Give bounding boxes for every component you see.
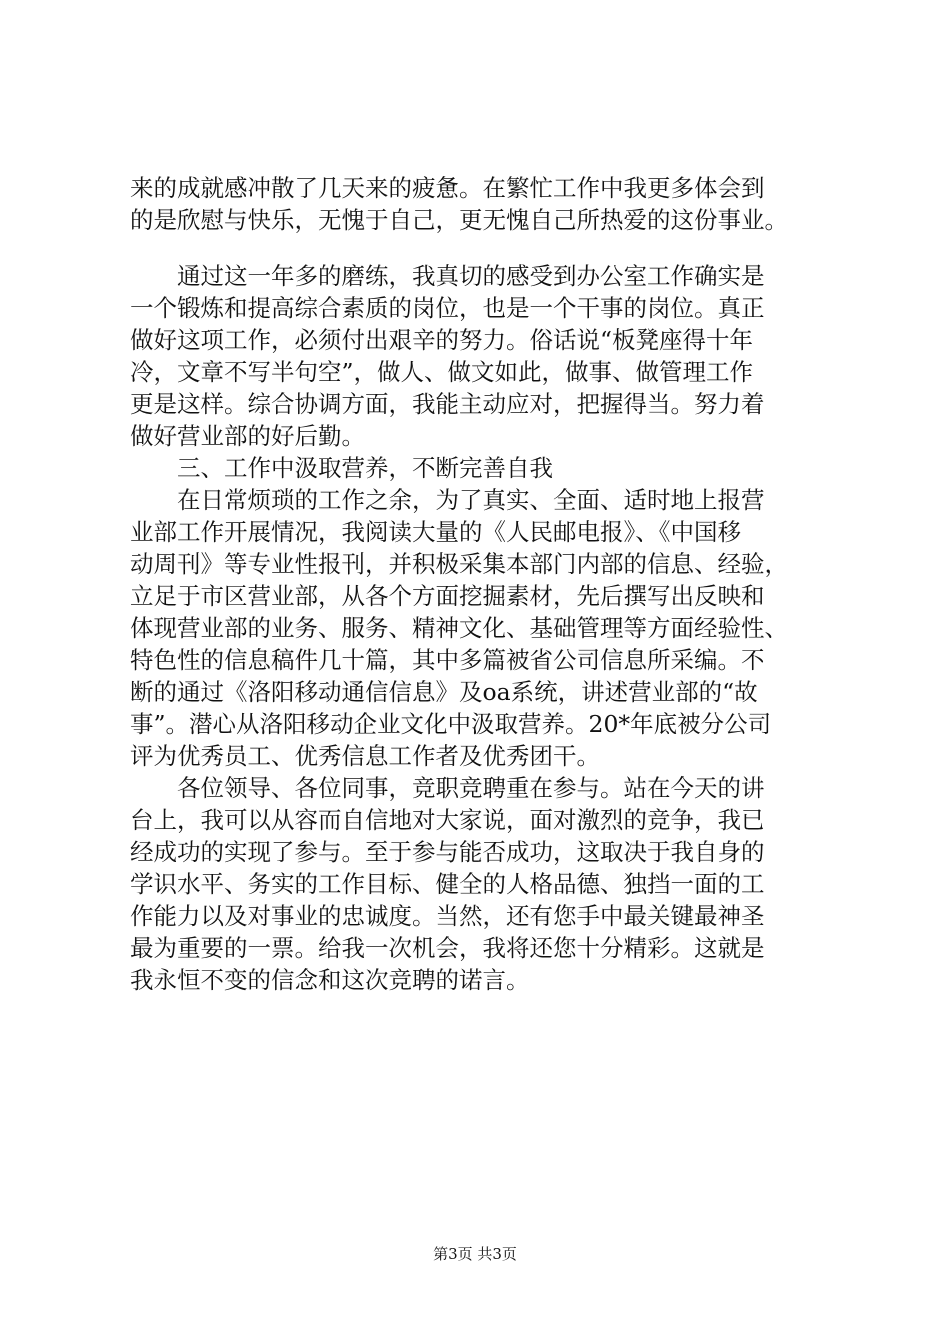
text-line: 经成功的实现了参与。至于参与能否成功，这取决于我自身的 xyxy=(130,838,765,866)
text-line: 做好营业部的好后勤。 xyxy=(130,422,365,450)
text-line: 最为重要的一票。给我一次机会，我将还您十分精彩。这就是 xyxy=(130,934,765,962)
text-line: 更是这样。综合协调方面，我能主动应对，把握得当。努力着 xyxy=(130,390,765,418)
text-line: 动周刊》等专业性报刊，并积极采集本部门内部的信息、经验， xyxy=(130,550,788,578)
page-number: 第3页 共3页 xyxy=(433,1245,517,1263)
text-line: 立足于市区营业部，从各个方面挖掘素材，先后撰写出反映和 xyxy=(130,582,765,610)
text-line: 断的通过《洛阳移动通信信息》及oa系统，讲述营业部的“故 xyxy=(130,678,758,706)
text-line: 台上，我可以从容而自信地对大家说，面对激烈的竞争，我已 xyxy=(130,806,765,834)
paragraph-closing-previous xyxy=(130,172,830,236)
text-line: 来的成就感冲散了几天来的疲惫。在繁忙工作中我更多体会到 xyxy=(130,174,765,202)
text-line: 的是欣慰与快乐，无愧于自己，更无愧自己所热爱的这份事业。 xyxy=(130,206,788,234)
text-line: 业部工作开展情况，我阅读大量的《人民邮电报》、《中国移 xyxy=(130,518,741,546)
text-line: 作能力以及对事业的忠诚度。当然，还有您手中最关键最神圣 xyxy=(130,902,765,930)
text-line: 学识水平、务实的工作目标、健全的人格品德、独挡一面的工 xyxy=(130,870,765,898)
text-line: 我永恒不变的信念和这次竞聘的诺言。 xyxy=(130,966,530,994)
paragraph-gap xyxy=(130,236,830,260)
text-line: 做好这项工作，必须付出艰辛的努力。俗话说“板凳座得十年 xyxy=(130,326,754,354)
paragraph-information-work xyxy=(130,484,830,772)
section-heading-3 xyxy=(130,452,830,484)
text-line: 一个锻炼和提高综合素质的岗位，也是一个干事的岗位。真正 xyxy=(130,294,765,322)
text-line: 冷，文章不写半句空”，做人、做文如此，做事、做管理工作 xyxy=(130,358,754,386)
document-body xyxy=(130,172,830,996)
text-line: 事”。潜心从洛阳移动企业文化中汲取营养。20*年底被分公司 xyxy=(130,710,772,738)
text-line: 体现营业部的业务、服务、精神文化、基础管理等方面经验性、 xyxy=(130,614,788,642)
text-line: 评为优秀员工、优秀信息工作者及优秀团干。 xyxy=(130,742,600,770)
text-line: 特色性的信息稿件几十篇，其中多篇被省公司信息所采编。不 xyxy=(130,646,765,674)
text-line: 在日常烦琐的工作之余，为了真实、全面、适时地上报营 xyxy=(130,486,765,514)
page-footer xyxy=(0,1244,950,1264)
text-line: 通过这一年多的磨练，我真切的感受到办公室工作确实是 xyxy=(130,262,765,290)
section-heading: 三、工作中汲取营养，不断完善自我 xyxy=(130,454,553,482)
paragraph-office-work xyxy=(130,260,830,452)
text-line: 各位领导、各位同事，竞职竞聘重在参与。站在今天的讲 xyxy=(130,774,765,802)
paragraph-conclusion xyxy=(130,772,830,996)
